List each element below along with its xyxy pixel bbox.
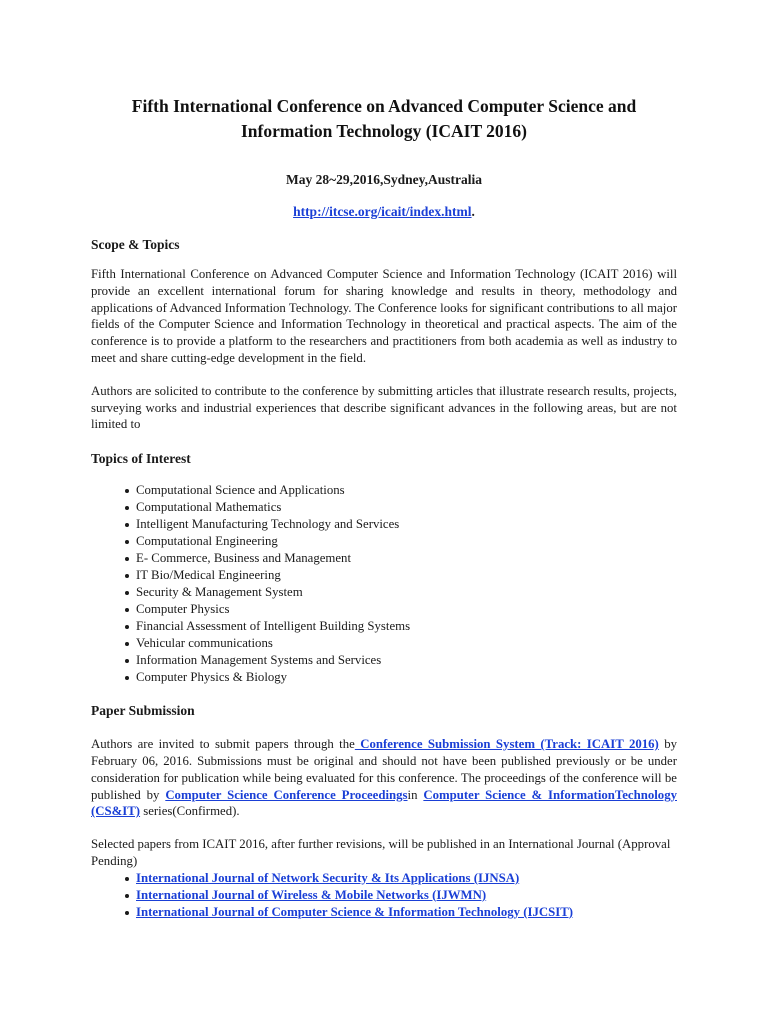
journal-ijcsit-link[interactable]: International Journal of Computer Science & Information Technology (IJCSIT) [136,904,574,919]
submission-text-1: Authors are invited to submit papers through the [91,737,355,752]
csit-series-link[interactable]: Computer Science & InformationTechnology (CS&IT) [91,787,677,819]
submission-text-4: series(Confirmed). [140,804,240,819]
url-line [91,203,677,221]
topic-item: Vehicular communications [125,635,677,652]
topic-item: Security & Management System [125,584,677,601]
topic-item: Financial Assessment of Intelligent Building Systems [125,618,677,635]
submission-system-link[interactable]: Conference Submission System (Track: ICAIT 2016) [354,737,659,752]
topic-item: Computational Science and Applications [125,482,677,499]
conference-url-link[interactable]: http://itcse.org/icait/index.html [293,204,472,219]
topic-item: Computational Engineering [125,533,677,550]
url-suffix: . [471,204,475,219]
journals-list [91,870,677,921]
authors-paragraph: Authors are solicited to contribute to the conference by submitting articles that illustrate research results, projects, surveying works and industrial experiences that describe significant advances in the following areas, but are not limited to [91,383,677,432]
topic-item: Computer Physics & Biology [125,669,677,686]
selected-papers-paragraph: Selected papers from ICAIT 2016, after further revisions, will be published in an International Journal (Approval Pending) [91,837,671,868]
paper-submission-heading: Paper Submission [91,703,195,719]
topic-item: Information Management Systems and Services [125,652,677,669]
submission-text-2: by February 06, 2016. Submissions must be original and should not have been published previously or be under consideration for publication while being evaluated for this conference. The proceedings of the conference will be published by [91,737,678,802]
journal-ijnsa-link[interactable]: International Journal of Network Security & Its Applications (IJNSA) [136,870,520,885]
submission-text-3: in [407,787,424,802]
topic-item: Computer Physics [125,601,677,618]
journal-item [125,870,677,887]
topics-list [91,482,677,686]
topics-heading: Topics of Interest [91,451,191,467]
journal-item [125,904,677,921]
submission-paragraph [91,736,677,820]
topic-item: Intelligent Manufacturing Technology and Services [125,516,677,533]
topic-item: E- Commerce, Business and Management [125,550,677,567]
topic-item: Computational Mathematics [125,499,677,516]
proceedings-link[interactable]: Computer Science Conference Proceedings [165,787,408,802]
journal-item [125,887,677,904]
topic-item: IT Bio/Medical Engineering [125,567,677,584]
date-location: May 28~29,2016,Sydney,Australia [285,172,483,187]
scope-heading: Scope & Topics [91,237,180,252]
journal-ijwmn-link[interactable]: International Journal of Wireless & Mobile Networks (IJWMN) [136,887,487,902]
scope-paragraph: Fifth International Conference on Advanced Computer Science and Information Technology (ICAIT 2016) will provide an excellent international forum for sharing knowledge and results in theory, methodology and applications of Advanced Information Technology. The Conference looks for significant contributions to all major fields of the Computer Science and Information Technology in theoretical and practical aspects. The aim of the conference is to provide a platform to the researchers and practitioners from both academia as well as industry to meet and share cutting-edge development in the field. [91,267,677,365]
conference-title: Fifth International Conference on Advanced Computer Science and Information Technology (ICAIT 2016) [131,96,637,141]
